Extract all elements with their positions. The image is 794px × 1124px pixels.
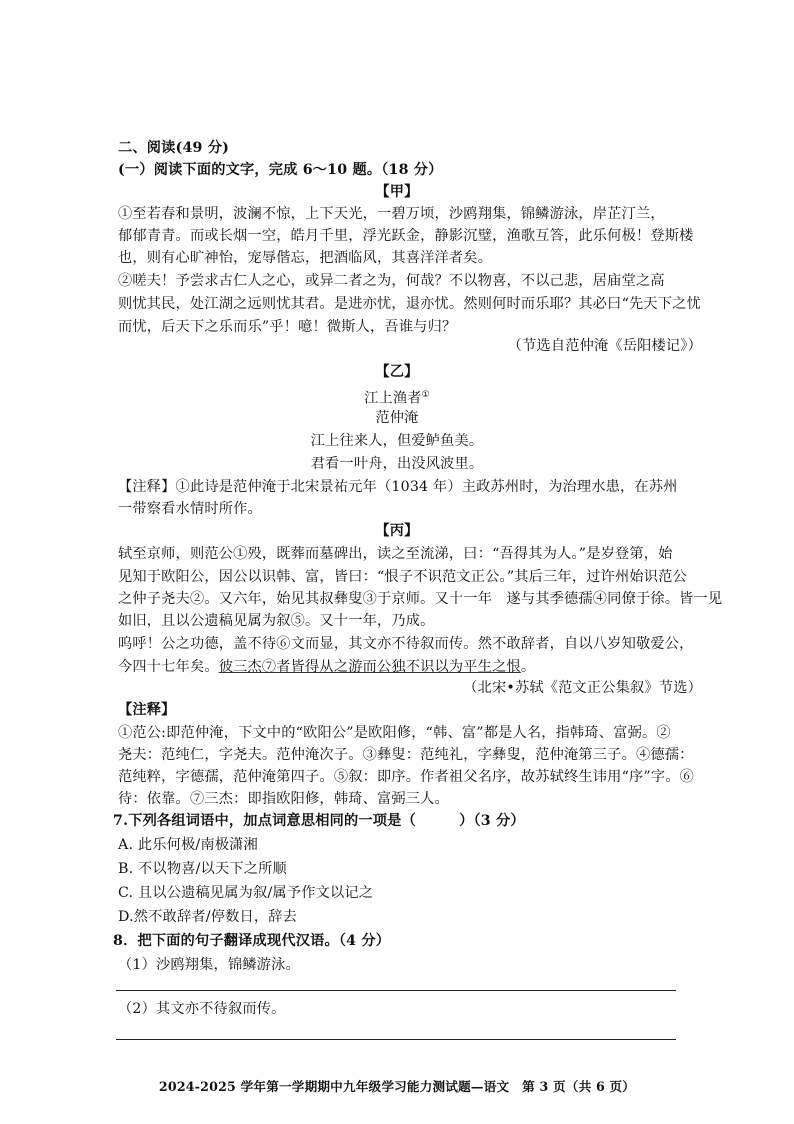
- question-7-option-d: D.然不敢辞者/停数日，辞去: [118, 909, 298, 925]
- yi-note-line1: 【注释】①此诗是范仲淹于北宋景祐元年（1034 年）主政苏州时，为治理水患，在苏州: [118, 479, 678, 495]
- yi-verse-1: 江上往来人，但爱鲈鱼美。: [310, 433, 484, 449]
- bing-p2-line2: [118, 658, 535, 676]
- underlined-sentence: 彼三杰⑦者皆得从之游而公独不识以为平生之恨: [218, 659, 521, 675]
- answer-line-1: [116, 990, 676, 991]
- yi-poem-author: 范仲淹: [375, 410, 419, 426]
- bing-source: （北宋•苏轼《范文正公集叙》节选）: [463, 680, 702, 696]
- bing-note-line4: 待：依靠。⑦三杰：即指欧阳修，韩琦、富弼三人。: [118, 791, 449, 807]
- bing-note-line1: ①范公:即范仲淹，下文中的“欧阳公”是欧阳修，“韩、富”都是人名，指韩琦、富弼。②: [118, 725, 671, 741]
- yi-verse-2: 君看一叶舟，出没风波里。: [310, 456, 484, 472]
- section-heading: 二、阅读(49 分): [118, 140, 230, 156]
- page-footer: 2024-2025 学年第一学期期中九年级学习能力测试题—语文 第 3 页（共 6 页）: [158, 1079, 636, 1094]
- bing-p2-line2-end: 。: [520, 659, 536, 675]
- question-8-sentence-1: （1）沙鸥翔集，锦鳞游泳。: [118, 957, 300, 973]
- bing-p2-line2-start: 今四十七年矣。: [118, 659, 219, 675]
- question-7-option-a: A. 此乐何极/南极潇湘: [118, 837, 258, 853]
- bing-note-line3: 范纯粹，字德孺，范仲淹第四子。⑤叙：即序。作者祖父名序，故苏轼终生讳用“序”字。⑥: [118, 769, 695, 785]
- bing-p1-line2: 见知于欧阳公，因公以识韩、富，皆曰：“恨子不识范文正公。”其后三年，过许州始识范公: [118, 569, 687, 585]
- jia-p1-line3: 也，则有心旷神怡，宠辱偕忘，把酒临风，其喜洋洋者矣。: [118, 250, 493, 266]
- question-7-stem: 7.下列各组词语中，加点词意思相同的一项是（ ）（3 分）: [113, 813, 525, 829]
- jia-p2-line3: 而忧，后天下之乐而乐”乎！噫！微斯人，吾谁与归？: [118, 319, 457, 335]
- jia-label: 【甲】: [375, 184, 419, 200]
- bing-note-label: 【注释】: [118, 702, 176, 718]
- bing-label: 【丙】: [375, 523, 419, 539]
- question-7-option-c: C. 且以公遗稿见属为叙/属予作文以记之: [118, 885, 374, 901]
- bing-p1-line4: 如旧，且以公遗稿见属为叙⑤。又十一年，乃成。: [118, 613, 435, 629]
- poem-title-note-mark: ①: [421, 390, 430, 400]
- question-7-option-b: B. 不以物喜/以天下之所顺: [118, 861, 287, 877]
- poem-title-text: 江上渔者: [364, 390, 422, 407]
- bing-note-line2: 尧夫：范纯仁，字尧夫。范仲淹次子。③彝叟：范纯礼，字彝叟，范仲淹第三子。④德孺：: [118, 747, 694, 763]
- question-8-sentence-2: （2）其文亦不待叙而传。: [118, 1001, 286, 1017]
- answer-line-2: [116, 1039, 676, 1040]
- part-one-instruction: (一）阅读下面的文字，完成 6～10 题。（18 分）: [118, 162, 443, 178]
- bing-p1-line3: 之仲子尧夫②。又六年，始见其叔彝叟③于京师。又十一年 遂与其季德孺④同僚于徐。皆一见: [118, 591, 723, 607]
- jia-p1-line1: ①至若春和景明，波澜不惊，上下天光，一碧万顷，沙鸥翔集，锦鳞游泳，岸芷汀兰，: [118, 206, 665, 222]
- jia-p1-line2: 郁郁青青。而或长烟一空，皓月千里，浮光跃金，静影沉璧，渔歌互答，此乐何极！登斯楼: [118, 228, 694, 244]
- jia-p2-line1: ②嗟夫！予尝求古仁人之心，或异二者之为，何哉？不以物喜，不以己悲，居庙堂之高: [118, 273, 665, 289]
- yi-note-line2: 一带察看水情时所作。: [118, 501, 262, 517]
- yi-label: 【乙】: [375, 364, 419, 380]
- question-8-stem: 8．把下面的句子翻译成现代汉语。（4 分）: [113, 933, 391, 949]
- jia-p2-line2: 则忧其民，处江湖之远则忧其君。是进亦忧，退亦忧。然则何时而乐耶？其必曰“先天下之忧: [118, 296, 701, 312]
- bing-p1-line1: 轼至京师，则范公①殁，既葬而墓碑出，读之至流涕，曰：“吾得其为人。”是岁登第，始: [118, 546, 673, 562]
- bing-p2-line1: 呜呼！公之功德，盖不待⑥文而显，其文亦不待叙而传。然不敢辞者，自以八岁知敬爱公，: [118, 636, 694, 652]
- jia-source: （节选自范仲淹《岳阳楼记》）: [507, 338, 702, 354]
- yi-poem-title: [0, 386, 794, 408]
